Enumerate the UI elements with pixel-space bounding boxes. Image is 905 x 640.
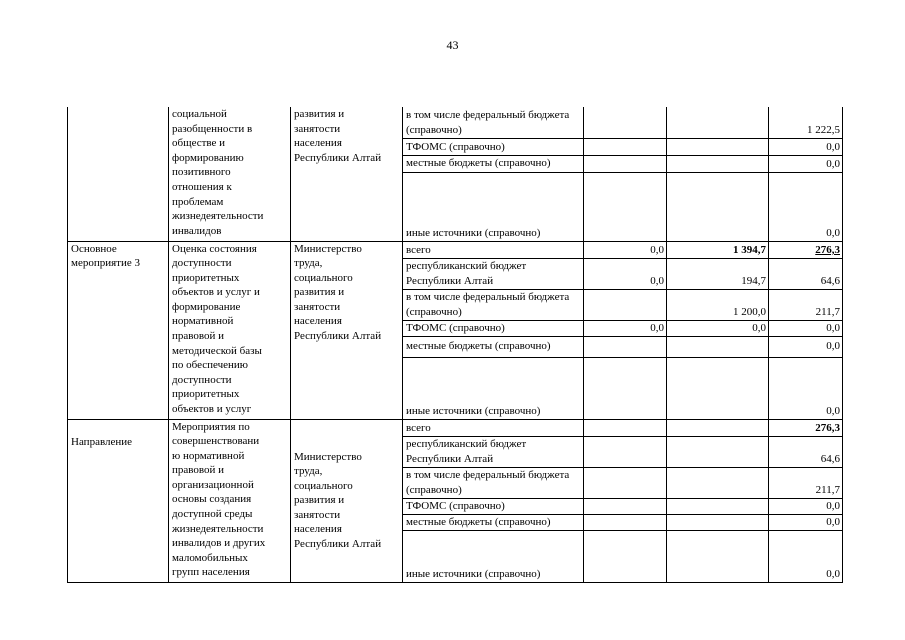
value-cell xyxy=(667,155,769,172)
cell-text-line: доступности xyxy=(172,257,232,270)
source-cell: республиканский бюджет Республики Алтай xyxy=(403,258,584,289)
cont-col1-cell xyxy=(68,107,169,241)
cell-text-line: совершенствовани xyxy=(172,435,260,448)
value-cell: 211,7 xyxy=(769,467,843,498)
cell-text-line: формированию xyxy=(172,151,244,164)
value-cell xyxy=(584,419,667,436)
value-cell xyxy=(584,357,667,419)
cell-text-line: Направление xyxy=(71,435,133,448)
cell-text-line: инвалидов и других xyxy=(172,537,266,550)
cell-text-line: труда, xyxy=(294,257,323,270)
cell-text-line: правовой и xyxy=(172,464,225,477)
dir-activity-cell xyxy=(169,419,291,582)
value-cell xyxy=(667,514,769,530)
cell-text-line: развития и xyxy=(294,286,345,299)
cell-text-line: отношения к xyxy=(172,180,232,193)
source-cell: всего xyxy=(403,419,584,436)
cell-text-line: жизнедеятельности xyxy=(172,522,264,535)
value-cell: 64,6 xyxy=(769,258,843,289)
value-cell xyxy=(584,155,667,172)
value-cell: 1 222,5 xyxy=(769,107,843,138)
source-cell: иные источники (справочно) xyxy=(403,530,584,582)
value-cell: 0,0 xyxy=(584,258,667,289)
value-cell: 194,7 xyxy=(667,258,769,289)
value-cell: 0,0 xyxy=(584,320,667,336)
cell-text-line: групп населения xyxy=(172,566,250,579)
cell-text-line: проблемам xyxy=(172,195,224,208)
source-cell: ТФОМС (справочно) xyxy=(403,138,584,155)
cell-text-line: правовой и xyxy=(172,330,225,343)
cell-text-line: Республики Алтай xyxy=(294,538,382,551)
budget-table xyxy=(67,107,843,583)
value-cell: 0,0 xyxy=(584,241,667,258)
cell-text-line: приоритетных xyxy=(172,271,240,284)
cell-text-line: нормативной xyxy=(172,315,234,328)
cell-text-line: населения xyxy=(294,137,342,150)
page-number: 43 xyxy=(446,38,459,52)
value-cell xyxy=(584,436,667,467)
value-cell: 0,0 xyxy=(769,336,843,357)
cell-text-line: Республики Алтай xyxy=(294,330,382,343)
source-cell: ТФОМС (справочно) xyxy=(403,320,584,336)
source-cell: всего xyxy=(403,241,584,258)
value-cell xyxy=(584,172,667,241)
value-cell xyxy=(584,498,667,514)
source-cell: местные бюджеты (справочно) xyxy=(403,514,584,530)
source-cell: республиканский бюджет Республики Алтай xyxy=(403,436,584,467)
source-cell: в том числе федеральный бюджета (справочно) xyxy=(403,107,584,138)
cell-text-line: позитивного xyxy=(172,166,231,179)
cell-text-line: занятости xyxy=(294,122,341,135)
value-cell xyxy=(584,336,667,357)
cell-text-line: занятости xyxy=(294,508,341,521)
cell-text-line: социального xyxy=(294,479,353,492)
value-cell: 0,0 xyxy=(769,138,843,155)
value-cell xyxy=(584,138,667,155)
value-cell: 276,3 xyxy=(769,241,843,258)
value-cell xyxy=(667,172,769,241)
dir-title-cell xyxy=(68,419,169,582)
value-cell xyxy=(667,107,769,138)
value-cell xyxy=(667,467,769,498)
source-cell: местные бюджеты (справочно) xyxy=(403,336,584,357)
cell-text-line: социального xyxy=(294,271,353,284)
value-cell xyxy=(584,289,667,320)
value-cell: 0,0 xyxy=(769,530,843,582)
value-cell: 64,6 xyxy=(769,436,843,467)
value-cell xyxy=(667,357,769,419)
cell-text-line: населения xyxy=(294,523,342,536)
value-cell: 1 200,0 xyxy=(667,289,769,320)
cell-text-line: маломобильных xyxy=(172,551,248,564)
cell-text-line: Оценка состояния xyxy=(172,242,257,255)
value-cell: 0,0 xyxy=(769,357,843,419)
cell-text-line: организационной xyxy=(172,478,254,491)
value-cell: 0,0 xyxy=(769,172,843,241)
source-cell: ТФОМС (справочно) xyxy=(403,498,584,514)
cell-text-line: по обеспечению xyxy=(172,359,249,372)
value-cell xyxy=(667,530,769,582)
cont-activity-cell xyxy=(169,107,291,241)
cell-text-line: Министерство xyxy=(294,242,362,255)
cell-text-line: социальной xyxy=(172,108,227,120)
cont-executor-cell xyxy=(291,107,403,241)
cell-text-line: развития и xyxy=(294,108,345,120)
value-cell: 1 394,7 xyxy=(667,241,769,258)
cell-text-line: населения xyxy=(294,315,342,328)
source-cell: иные источники (справочно) xyxy=(403,172,584,241)
value-cell xyxy=(667,436,769,467)
m3-activity-cell xyxy=(169,241,291,419)
value-cell xyxy=(584,530,667,582)
cell-text-line: доступной среды xyxy=(172,508,253,521)
value-cell xyxy=(667,419,769,436)
value-cell: 0,0 xyxy=(769,514,843,530)
table-row xyxy=(68,241,843,258)
source-cell: местные бюджеты (справочно) xyxy=(403,155,584,172)
value-cell: 211,7 xyxy=(769,289,843,320)
cell-text-line: приоритетных xyxy=(172,388,240,401)
cell-text-line: развития и xyxy=(294,494,345,507)
value-cell xyxy=(667,138,769,155)
cell-text-line: Министерство xyxy=(294,450,362,463)
cell-text-line: труда, xyxy=(294,465,323,478)
cell-text-line: разобщенности в xyxy=(172,122,253,135)
cell-text-line: основы создания xyxy=(172,493,252,506)
value-cell: 0,0 xyxy=(769,155,843,172)
cell-text-line: жизнедеятельности xyxy=(172,210,264,223)
cell-text-line: Мероприятия по xyxy=(172,420,250,433)
dir-executor-cell xyxy=(291,419,403,582)
value-cell xyxy=(584,514,667,530)
cell-text-line: доступности xyxy=(172,373,232,386)
table-row xyxy=(68,419,843,436)
cell-text-line: занятости xyxy=(294,300,341,313)
value-cell: 0,0 xyxy=(769,320,843,336)
value-cell xyxy=(667,498,769,514)
cell-text-line: ю нормативной xyxy=(172,449,245,462)
cell-text-line: инвалидов xyxy=(172,224,222,237)
cell-text-line: мероприятие 3 xyxy=(71,257,141,270)
cell-text-line: формирование xyxy=(172,300,241,313)
source-cell: в том числе федеральный бюджета (справочно) xyxy=(403,467,584,498)
m3-executor-cell xyxy=(291,241,403,419)
cell-text-line: Основное xyxy=(71,242,117,255)
value-cell: 276,3 xyxy=(769,419,843,436)
value-cell xyxy=(584,107,667,138)
source-cell: в том числе федеральный бюджета (справочно) xyxy=(403,289,584,320)
value-cell: 0,0 xyxy=(667,320,769,336)
value-cell: 0,0 xyxy=(769,498,843,514)
table-row xyxy=(68,107,843,138)
cell-text-line: Республики Алтай xyxy=(294,151,382,164)
value-cell xyxy=(584,467,667,498)
source-cell: иные источники (справочно) xyxy=(403,357,584,419)
cell-text-line: объектов и услуг и xyxy=(172,286,260,299)
m3-title-cell xyxy=(68,241,169,419)
value-cell xyxy=(667,336,769,357)
cell-text-line: обществе и xyxy=(172,137,226,150)
cell-text-line: объектов и услуг xyxy=(172,403,252,416)
cell-text-line: методической базы xyxy=(172,344,262,357)
